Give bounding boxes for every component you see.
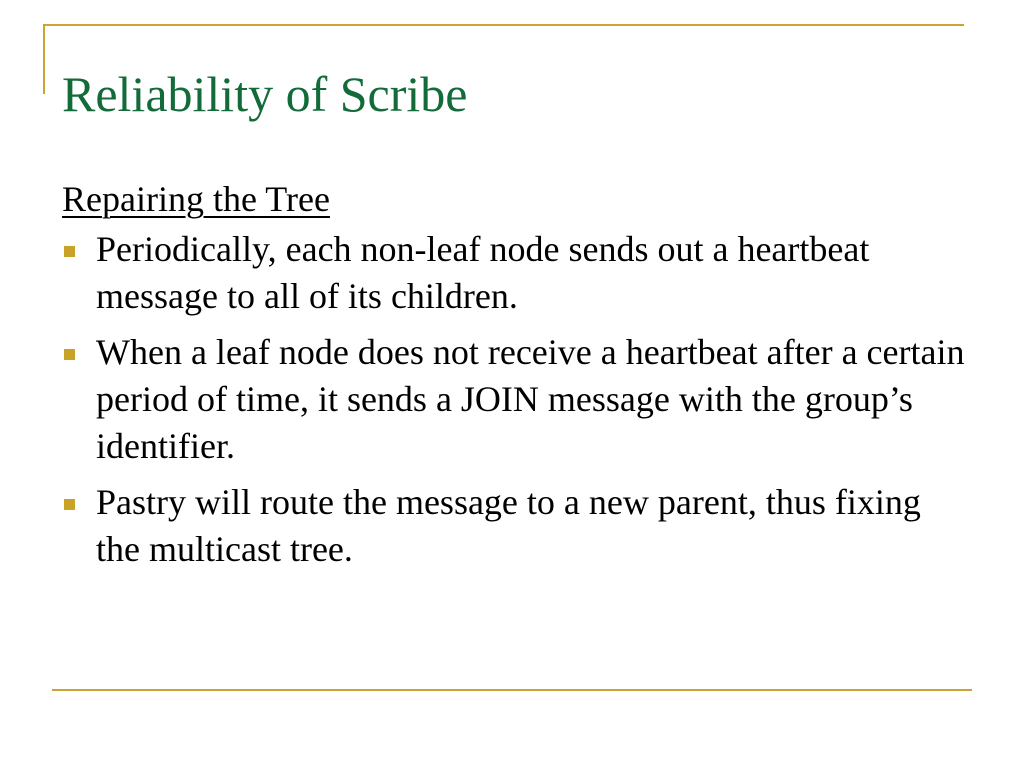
frame-bottom-rule — [52, 689, 972, 691]
section-subheading: Repairing the Tree — [62, 179, 330, 219]
bullet-list — [62, 226, 972, 573]
square-bullet-icon — [64, 499, 75, 510]
bullet-item — [62, 329, 972, 470]
square-bullet-icon — [64, 349, 75, 360]
bullet-item — [62, 226, 972, 320]
slide-title: Reliability of Scribe — [62, 66, 468, 122]
square-bullet-icon — [64, 246, 75, 257]
slide-body — [62, 176, 972, 582]
bullet-text: When a leaf node does not receive a heartbeat after a certain period of time, it sends a JOIN message with the group’s identifier. — [96, 332, 965, 466]
frame-top-rule — [43, 24, 964, 26]
frame-left-rule — [43, 24, 45, 94]
bullet-text: Pastry will route the message to a new parent, thus fixing the multicast tree. — [96, 482, 921, 569]
bullet-text: Periodically, each non-leaf node sends out a heartbeat message to all of its children. — [96, 229, 870, 316]
bullet-item — [62, 479, 972, 573]
